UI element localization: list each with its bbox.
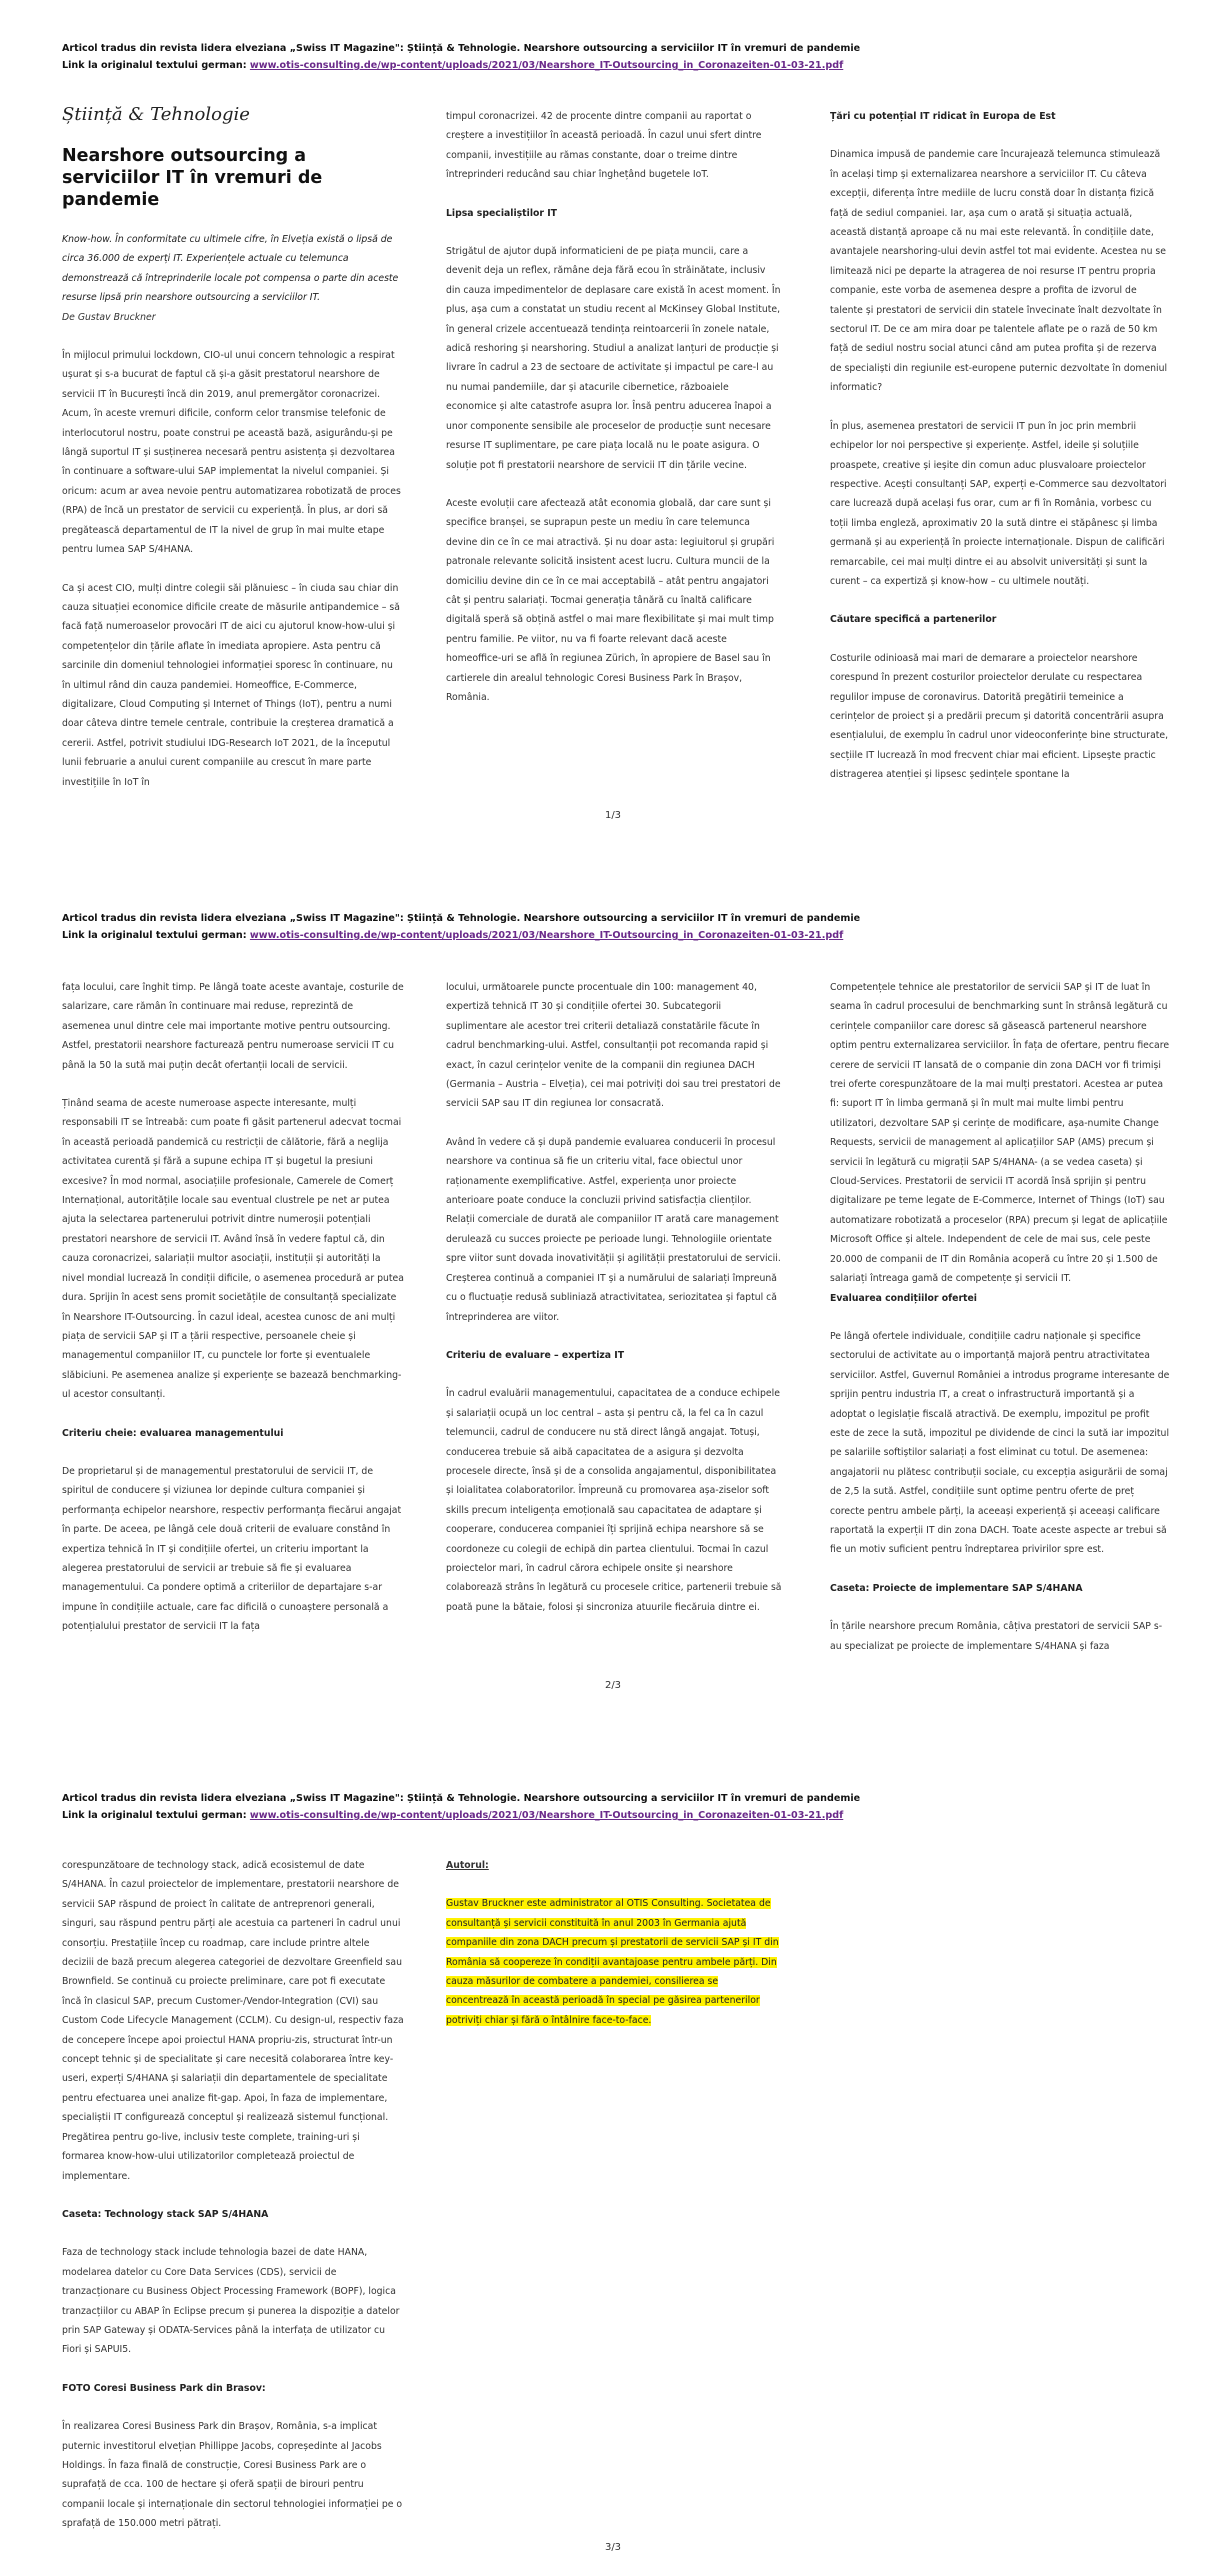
author-heading: Autorul: [446,1860,489,1871]
paragraph: În mijlocul primului lockdown, CIO-ul unui concern tehnologic a respirat ușurat și s-a bucurat de faptul că și-a găsit prestatorul nearshore de servicii IT în București încă din 2019, anul premergător coronacrizei. Acum, în aceste vremuri dificile, conform celor transmise telefonic de interlocutorul nostru, poate construi pe această bază, asigurându-și pe lângă suportul IT și susținerea necesară pentru asistența și dezvoltarea în continuare a software-ului SAP implementat la nivelul companiei. Și oricum: acum ar avea nevoie pentru automatizarea robotizată de proces (RPA) de încă un prestator de servicii cu experiență. În plus, ar dori să pregătească departamentul de IT la nivel de grup în mai multe etape pentru lumea SAP S/4HANA. [62,350,401,556]
header-title: Articol tradus din revista lidera elveziana „Swiss IT Magazine": Știință & Tehnologie. Nearshore outsourcing a serviciilor IT în vremuri de pandemie [62,1793,861,1804]
section-kicker: Știință & Tehnologie [62,104,250,125]
paragraph: Ca și acest CIO, mulți dintre colegii săi plănuiesc – în ciuda sau chiar din cauza situației economice dificile create de măsurile antipandemice – să facă față numeroaselor provocări IT de aici cu ajutorul know-how-ului și competențelor din țările aflate în imediata apropiere. Asta pentru că sarcinile din domeniul tehnologiei informației sporesc în continuare, nu în ultimul rând din cauza pandemiei. Homeoffice, E-Commerce, digitalizare, Cloud Computing și Internet of Things (IoT), pentru a numi doar câteva dintre temele centrale, contribuie la creșterea dramatică a cererii. Astfel, potrivit studiului IDG-Research IoT 2021, de la începutul lunii februarie a anului curent companiile au crescut în mare parte investițiile în IoT în [62,582,400,788]
page-2 [0,900,1226,1750]
author-bio-highlight: Gustav Bruckner este administrator al OTIS Consulting. Societatea de consultanță și servicii constituită în anul 2003 în Germania ajută companiile din zona DACH precum și prestatorii de servicii SAP și IT din România să coopereze în condiții avantajoase pentru ambele părți. Din cauza măsurilor de combatere a pandemiei, consilierea se concentrează în această perioadă în special pe găsirea partenerilor potriviți chiar și fără o întâlnire face-to-face. [446,1898,779,2026]
section-heading: Criteriu de evaluare – expertiza IT [446,1349,625,1361]
paragraph: În țările nearshore precum România, câțiva prestatori de servicii SAP s-au specializat pe proiecte de implementare S/4HANA și faza [830,1621,1163,1652]
page-number: 1/3 [604,810,622,821]
paragraph: Aceste evoluții care afectează atât economia globală, dar care sunt și specifice branșei, se suprapun peste un mediu în care telemunca devine din ce în ce mai atractivă. Și nu doar asta: legiuitorul și grupări patronale relevante solicită insistent acest lucru. Cultura muncii de la domiciliu devine din ce în ce mai acceptabilă – atât pentru angajatori cât și pentru salariați. Tocmai generația tânără cu înaltă calificare digitală speră să obțină astfel o mai mare flexibilitate și mai mult timp pentru familie. Pe viitor, nu va fi foarte relevant dacă aceste homeoffice-uri se află în regiunea Zürich, în apropiere de Basel sau în cartierele din arealul tehnologic Coresi Business Park în Brașov, România. [446,497,775,703]
section-heading: Evaluarea condițiilor ofertei [830,1292,977,1304]
section-heading: Criteriu cheie: evaluarea managementului [62,1427,284,1439]
paragraph: De proprietarul și de managementul prestatorului de servicii IT, de spiritul de conducere și viziunea lor depinde cultura companiei și performanța echipelor nearshore, respectiv performanța fiecărui angajat în parte. De aceea, pe lângă cele două criterii de evaluare constând în expertiza tehnică în IT și condițiile ofertei, un criteriu important la alegerea prestatorului de servicii ar trebuie să fie și evaluarea managementului. Ca pondere optimă a criteriilor de departajare s-ar impune în condițiile actuale, care fac dificilă o cunoaștere personală a potențialului prestator de servicii IT la fața [62,1465,402,1633]
column-1 [62,104,404,811]
paragraph: Competențele tehnice ale prestatorilor de servicii SAP și IT de luat în seama în cadrul procesului de benchmarking sunt în strânsă legătură cu cerințele companiilor care doresc să găsească partenerul nearshore optim pentru externalizarea serviciilor. În fața de ofertare, pentru fiecare cerere de servicii IT lansată de o companie din zona DACH vor fi trimiși trei oferte corespunzătoare de la mai mulți prestatori. Acestea ar putea fi: suport IT în limba germană și în mult mai multe limbi pentru utilizatori, dezvoltare SAP și cerințe de modificare, așa-numite Change Requests, servicii de management al aplicațiilor SAP (AMS) precum și servicii în legătură cu migrații SAP S/4HANA- (a se vedea caseta) și Cloud-Services. Prestatorii de servicii IT acordă însă sprijin și pentru digitalizare pe teme legate de E-Commerce, Internet of Things (IoT) sau automatizare robotizată a proceselor (RPA) precum și legat de aplicațiile Microsoft Office și altele. Independent de cele de mai sus, cele peste 20.000 de companii de IT din România acoperă cu între 20 și 1.500 de salariați întreaga gamă de competențe și servicii IT. [830,982,1170,1285]
paragraph: Având în vedere că și după pandemie evaluarea conducerii în procesul nearshore va continua să fie un criteriu vital, face obiectul unor raționamente exemplificative. Astfel, experiența unor proiecte anterioare poate conduce la concluzii privind satisfacția clienților. Relații comerciale de durată ale companiilor IT arată care management derulează cu succes proiecte pe perioade lungi. Tehnologiile orientate spre viitor sunt dovada inovativității și agilității prestatorului de servicii. Creșterea continuă a companiei IT și a numărului de salariați împreună cu o fluctuație redusă subliniază atractivitatea, seriozitatea și faptul că întreprinderea are viitor. [446,1136,781,1323]
original-text-link[interactable]: www.otis-consulting.de/wp-content/uploads/2021/03/Nearshore_IT-Outsourcing_in_Coronazeiten-01-03-21.pdf [249,930,844,941]
page-1 [0,0,1226,850]
author-bio [446,1894,782,2030]
column-2 [446,978,782,1636]
column-3 [830,107,1170,804]
article-title: Nearshore outsourcing a serviciilor IT în vremuri de pandemie [62,146,323,210]
column-3 [830,978,1170,1675]
header-link-line: Link la originalul textului german: www.otis-consulting.de/wp-content/uploads/2021/03/Nearshore_IT-Outsourcing_in_Coronazeiten-01-03-21.pdf [62,60,844,71]
page-header [62,1790,860,1824]
original-text-link[interactable]: www.otis-consulting.de/wp-content/uploads/2021/03/Nearshore_IT-Outsourcing_in_Coronazeiten-01-03-21.pdf [249,60,844,71]
page-number: 3/3 [604,2542,622,2553]
paragraph: Dinamica impusă de pandemie care încurajează telemunca stimulează în același timp și externalizarea nearshore a serviciilor IT. Cu câteva excepții, diferența între mediile de lucru constă doar în distanța fizică față de sediul companiei. Iar, așa cum o arată și situația actuală, această distanță aproape că nu mai este relevantă. În condițiile date, avantajele nearshoring-ului devin astfel tot mai evidente. Acestea nu se limitează nici pe departe la atragerea de noi resurse IT pentru propria companie, este vorba de asemenea despre a profita de izvorul de talente și prestatori de servicii din statele învecinate înalt dezvoltate în sectorul IT. De ce am mira doar pe talentele aflate pe o rază de 50 km față de sediul nostru social atunci când am putea profita și de rezerva de specialiști din regiunile est-europene puternic dezvoltate în domeniul informatic? [830,149,1168,394]
original-text-link[interactable]: www.otis-consulting.de/wp-content/uploads/2021/03/Nearshore_IT-Outsourcing_in_Coronazeiten-01-03-21.pdf [249,1810,844,1821]
section-heading: Căutare specifică a partenerilor [830,614,997,626]
column-1 [62,978,404,1656]
paragraph: Strigătul de ajutor după informaticieni de pe piața muncii, care a devenit deja un reflex, rămâne deja fără ecou în străinătate, inclusiv din cauza impedimentelor de deplasare care există în acest moment. În plus, așa cum a constatat un studiu recent al McKinsey Global Institute, în general crizele accentuează tendința reintoarcerii în zonele natale, adică reshoring și nearshoring. Studiul a analizat lanțuri de producție și livrare în cadrul a 23 de sectoare de activitate și impactul pe care-l au nu numai pandemiile, dar și atacurile cibernetice, războaiele economice și alte catastrofe asupra lor. Însă pentru aducerea înapoi a unor componente sensibile ale proceselor de producție sunt necesare resurse IT suplimentare, pe care piața locală nu le poate asigura. O soluție pot fi prestatorii nearshore de servicii IT din țările vecine. [446,246,781,471]
header-title: Articol tradus din revista lidera elveziana „Swiss IT Magazine": Știință & Tehnologie. Nearshore outsourcing a serviciilor IT în vremuri de pandemie [62,913,861,924]
paragraph: corespunzătoare de technology stack, adică ecosistemul de date S/4HANA. În cazul proiectelor de implementare, prestatorii nearshore de servicii SAP răspund de proiect în calitate de antreprenori generali, singuri, sau răspund pentru părți ale acestuia ca parteneri în cadrul unui consorțiu. Prestațiile încep cu roadmap, care include printre altele deciziii de bază precum alegerea categoriei de dezvoltare Greenfield sau Brownfield. Se continuă cu proiecte preliminare, care pot fi executate încă în clasicul SAP, precum Customer-/Vendor-Integration (CVI) sau Custom Code Lifecycle Management (CCLM). Cu design-ul, respectiv faza de concepere începe apoi proiectul HANA propriu-zis, structurat într-un concept tehnic și de specialitate și care necesită colaborarea între key-useri, experți S/4HANA și salariații din departamentele de specialitate pentru efectuarea unei analize fit-gap. Apoi, în faza de implementare, specialiștii IT configurează conceptul și realizează sistemul funcțional. Pregătirea pentru go-live, inclusiv teste complete, training-uri și formarea know-how-ului utilizatorilor completează proiectul de implementare. [62,1860,404,2182]
paragraph: Ținând seama de aceste numeroase aspecte interesante, mulți responsabili IT se întreabă: cum poate fi găsit partenerul adecvat tocmai în această perioadă pandemică cu restricții de călătorie, fără a neglija activitatea curentă și fără a supune echipa IT și bugetul la presiuni excesive? În mod normal, asociațiile profesionale, Camerele de Comerț Internațional, autoritățile locale sau eventual clustrele pe net ar putea ajuta la selectarea partenerului potrivit dintre numeroșii potențiali prestatori nearshore de servicii IT. Având însă în vedere faptul că, din cauza coronacrizei, salariații multor asociații, instituții și autorități la nivel mondial lucrează în condiții dificile, o asemenea procedură ar putea dura. Sprijin în acest sens promit societățile de consultanță specializate în Nearshore IT-Outsourcing. În cazul ideal, acestea cunosc de ani mulți piața de servicii SAP și IT a țării respective, persoanele cheie și managementul companiilor IT, cu punctele lor forte și eventualele slăbiciuni. Pe asemenea analize și experiențe se bazează benchmarking-ul acestor consultanți. [62,1098,404,1401]
paragraph: În cadrul evaluării managementului, capacitatea de a conduce echipele și salariații ocupă un loc central – asta și pentru că, la fel ca în cazul telemuncii, cadrul de conducere nu stă direct lângă angajat. Totuși, conducerea trebuie să aibă capacitatea de a asigura și dezvolta procesele directe, însă și de a consolida angajamentul, disponibilitatea și loialitatea colaboratorilor. Împreună cu promovarea așa-ziselor soft skills precum inteligența emoțională sau capacitatea de adaptare și cooperare, conducerea companiei îți sprijină echipa nearshore să se coordoneze cu colegii de echipă din partea clientului. Tocmai în cazul proiectelor mari, în cadrul cărora echipele onsite și nearshore colaborează strâns în legătură cu procesele critice, partenerii trebuie să poată pune la bătaie, folosi și sincroniza atuurile fiecăruia dintre ei. [446,1388,782,1613]
paragraph: fața locului, care înghit timp. Pe lângă toate aceste avantaje, costurile de salarizare, care rămân în continuare mai reduse, reprezintă de asemenea unul dintre cele mai importante motive pentru outsourcing. Astfel, prestatorii nearshore facturează pentru numeroase servicii IT cu până la 50 la sută mai puțin decât ofertanții locali de servicii. [62,982,404,1071]
paragraph: În realizarea Coresi Business Park din Brașov, România, s-a implicat puternic investitorul elvețian Phillippe Jacobs, copreședinte al Jacobs Holdings. În faza finală de construcție, Coresi Business Park are o suprafață de cca. 100 de hectare și oferă spații de birouri pentru companii locale și internaționale din sectorul tehnologiei informației pe o sprafață de 150.000 metri pătrați. [62,2421,403,2530]
paragraph: Faza de technology stack include tehnologia bazei de date HANA, modelarea datelor cu Core Data Services (CDS), servicii de tranzacționare cu Business Object Processing Framework (BOPF), logica tranzacțiilor cu ABAP în Eclipse precum și punerea la dispoziție a datelor prin SAP Gateway și ODATA-Services până la interfața de utilizator cu Fiori și SAPUI5. [62,2247,400,2356]
byline: De Gustav Bruckner [62,311,156,323]
paragraph: timpul coronacrizei. 42 de procente dintre companii au raportat o creștere a investițiilor în această perioadă. În cazul unui sfert dintre companii, investițiile au rămas constante, doar o treime dintre întreprinderi reducând sau chiar înghețând bugetele IoT. [446,111,762,181]
section-heading: Lipsa specialiștilor IT [446,207,558,219]
section-heading: Caseta: Proiecte de implementare SAP S/4HANA [830,1582,1083,1594]
column-1 [62,1856,404,2553]
paragraph: Pe lângă ofertele individuale, condițiile cadru naționale și specifice sectorului de activitate au o importanță majoră pentru atractivitatea serviciilor. Astfel, Guvernul României a introdus programe interesante de sprijin pentru industria IT, a creat o infrastructură importantă și a adoptat o legislație fiscală atractivă. De exemplu, impozitul pe profit este de zece la sută, impozitul pe dividende de cinci la sută iar impozitul pe salariile softiștilor salariați a fost eliminat cu totul. De asemenea: angajatorii nu plătesc contribuții sociale, cu excepția asigurării de somaj de 2,5 la sută. Astfel, condițiile sunt optime pentru oferte de preț corecte pentru ambele părți, la aceeași experiență și aceeași calificare raportată la experții IT din zona DACH. Toate aceste aspecte ar trebui să fie un motiv suficient pentru îndreptarea privirilor spre est. [830,1330,1170,1556]
author-box [446,1856,782,2049]
column-2 [446,107,782,726]
paragraph: În plus, asemenea prestatori de servicii IT pun în joc prin membrii echipelor lor noi perspective și experiențe. Astfel, ideile și soluțiile proaspete, creative și ieșite din comun aduc plusvaloare proiectelor respective. Acești consultanți SAP, experți e-Commerce sau dezvoltatori care lucrează după același fus orar, cum ar fi în România, vorbesc cu toții limba engleză, aproximativ 20 la sută dintre ei stăpânesc și limba germană și au experiență în proiecte internaționale. Dispun de calificări remarcabile, cei mai mulți dintre ei au absolvit universități și sunt la curent – ca expertiză și know-how – cu ultimele noutăți. [830,420,1167,587]
page-header [62,910,860,944]
paragraph: Costurile odinioasă mai mari de demarare a proiectelor nearshore corespund în prezent costurilor proiectelor derulate cu respectarea regulilor impuse de coronavirus. Datorită pregătirii temeinice a cerințelor de proiect și a predării precum și datorită concentrării asupra esențialului, de exemplu în cadrul unor videoconferințe bine structurate, secțiile IT lucrează în mod frecvent chiar mai eficient. Lipsește practic distragerea atenției și lipsesc ședințele spontane la [830,652,1169,781]
page-header [62,40,860,74]
page-3 [0,1770,1226,2560]
section-heading: Țări cu potențial IT ridicat în Europa de Est [830,111,1056,122]
article-lead: Know-how. În conformitate cu ultimele cifre, în Elveția există o lipsă de circa 36.000 de experți IT. Experiențele actuale cu telemunca demonstrează că întreprinderile locale pot compensa o parte din aceste resurse lipsă prin nearshore outsourcing a serviciilor IT. [62,234,399,304]
header-title: Articol tradus din revista lidera elveziana „Swiss IT Magazine": Știință & Tehnologie. Nearshore outsourcing a serviciilor IT în vremuri de pandemie [62,43,861,54]
section-heading: Caseta: Technology stack SAP S/4HANA [62,2208,269,2220]
section-heading: FOTO Coresi Business Park din Brasov: [62,2382,266,2394]
header-link-line: Link la originalul textului german: www.otis-consulting.de/wp-content/uploads/2021/03/Nearshore_IT-Outsourcing_in_Coronazeiten-01-03-21.pdf [62,930,844,941]
paragraph: locului, următoarele puncte procentuale din 100: management 40, expertiză tehnică IT 30 și condițiile ofertei 30. Subcategorii suplimentare ale acestor trei criterii detaliază constatările făcute în cadrul benchmarking-ului. Astfel, consultanții pot recomanda rapid și exact, în cazul cerințelor venite de la companii din regiunea DACH (Germania – Austria – Elveția), cei mai potriviți doi sau trei prestatori de servicii SAP sau IT din regiunea lor consacrată. [446,982,781,1110]
page-number: 2/3 [604,1680,622,1691]
header-link-line: Link la originalul textului german: www.otis-consulting.de/wp-content/uploads/2021/03/Nearshore_IT-Outsourcing_in_Coronazeiten-01-03-21.pdf [62,1810,844,1821]
